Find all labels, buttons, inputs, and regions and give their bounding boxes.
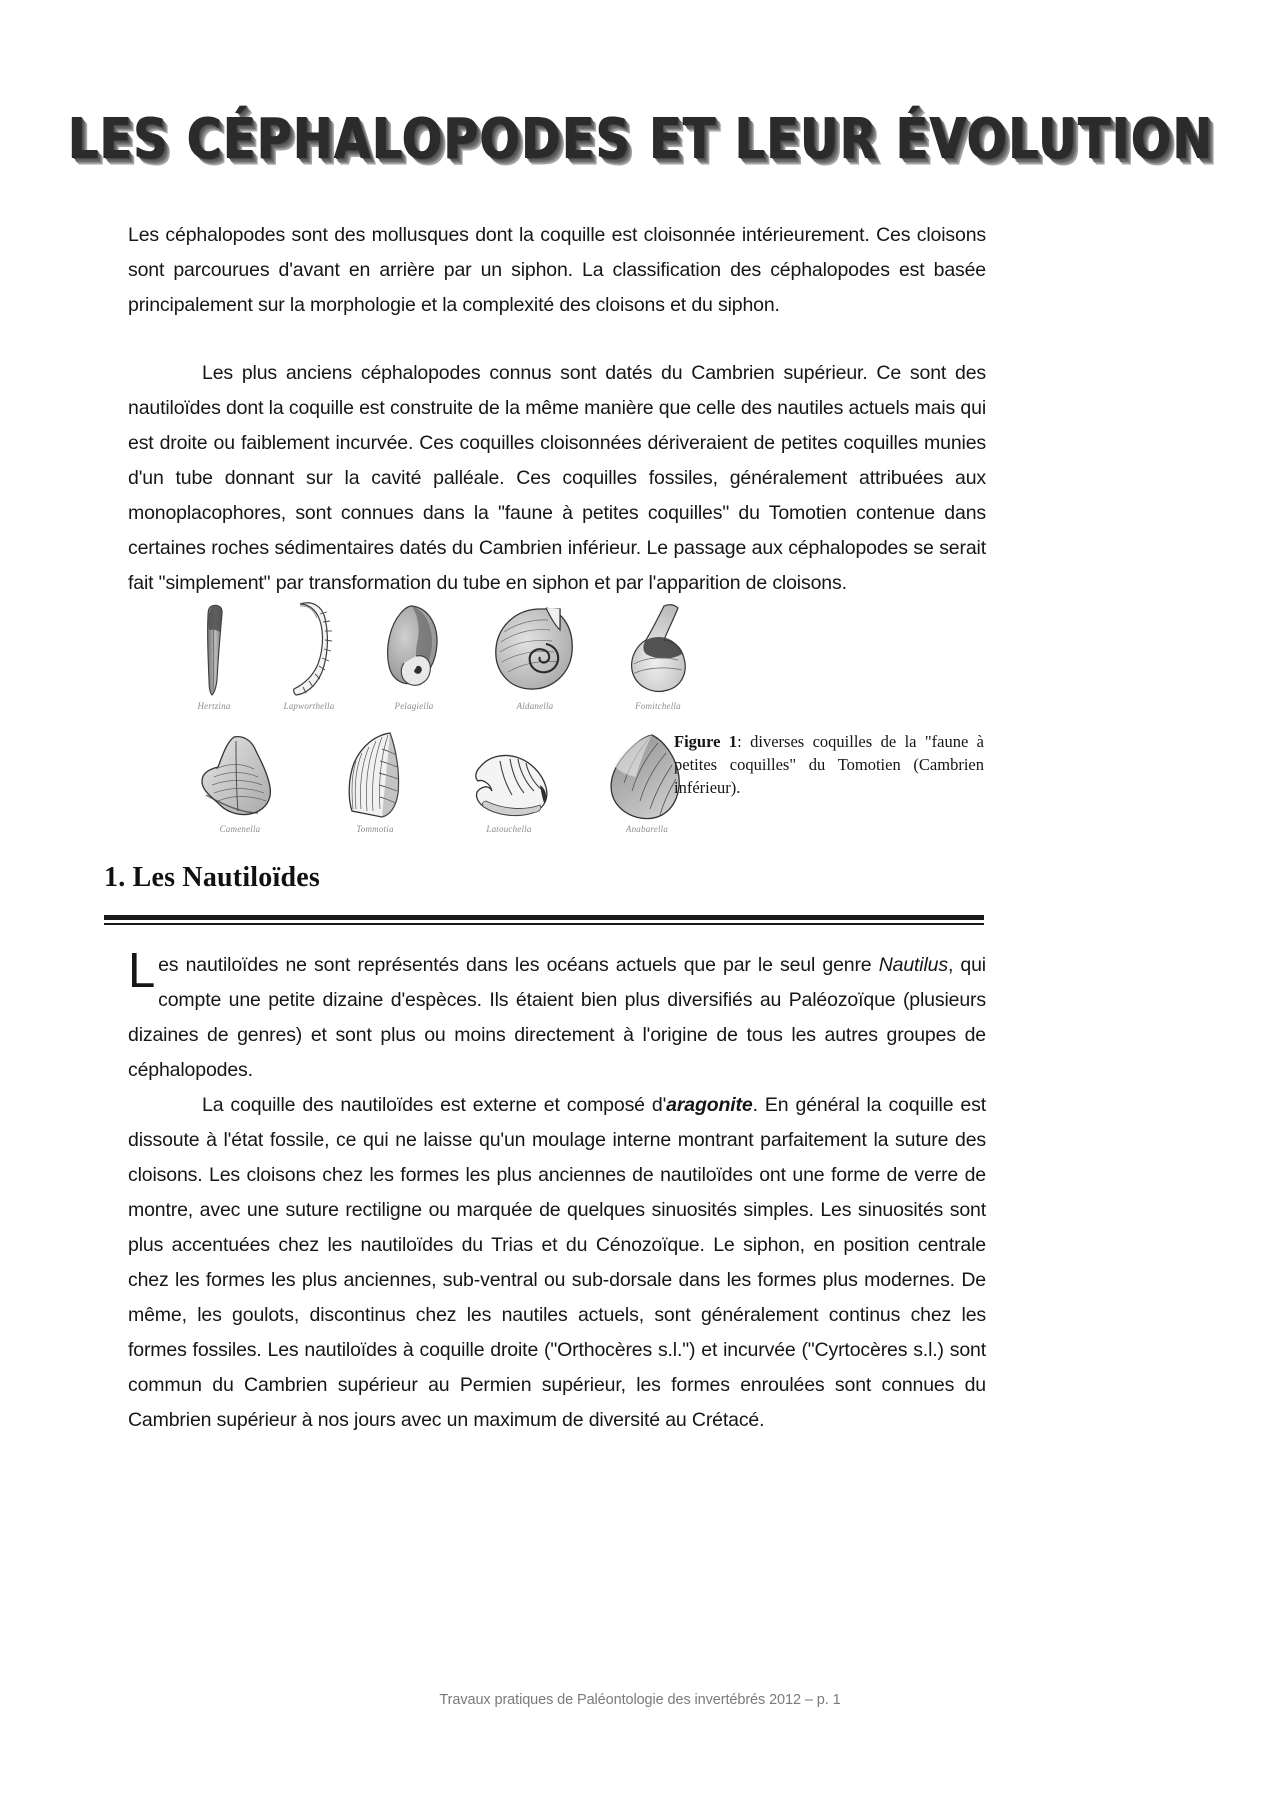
section-1-paragraph-1 xyxy=(128,944,986,1088)
figure-caption-separator: : xyxy=(737,732,742,751)
section-1-p2-part-a: La coquille des nautiloïdes est externe et composé d' xyxy=(202,1094,667,1116)
term-aragonite: aragonite xyxy=(666,1094,753,1116)
pelagiella-shell-icon xyxy=(382,602,446,698)
section-rule-thick xyxy=(104,915,984,920)
section-1-p2-part-b: . En général la coquille est dissoute à l'état fossile, ce qui ne laisse qu'un moulage interne montrant parfaitement la suture des cloisons. Les cloisons chez les formes les plus anciennes de nautiloïdes ont une forme de verre de montre, avec une suture rectiligne ou marquée de quelques sinuosités simples. Les sinuosités sont plus accentuées chez les nautiloïdes du Trias et du Cénozoïque. Le siphon, en position centrale chez les formes les plus anciennes, sub-ventral ou sub-dorsale dans les formes plus modernes. De même, les goulots, discontinus chez les nautiles actuels, sont généralement continus chez les formes fossiles. Les nautiloïdes à coquille droite ("Orthocères s.l.") et incurvée ("Cyrtocères s.l.) sont commun du Cambrien supérieur au Permien supérieur, les formes enroulées sont connues du Cambrien supérieur à nos jours avec un maximum de diversité au Crétacé. xyxy=(128,1094,986,1431)
section-1-p1-part-a: es nautiloïdes ne sont représentés dans les océans actuels que par le seul genre xyxy=(158,954,879,976)
lapworthella-shell-icon xyxy=(280,598,338,698)
section-rule-thin xyxy=(104,923,984,925)
genus-nautilus: Nautilus xyxy=(878,954,948,976)
section-1-p1-part-b: , qui compte une petite dizaine d'espèces. Ils étaient bien plus diversifiés au Paléozoïque (plusieurs dizaines de genres) et sont plus ou moins directement à l'origine de tous les autres groupes de céphalopodes. xyxy=(128,954,986,1081)
latouchella-shell-icon xyxy=(466,751,552,821)
fossil-label: Pelagiella xyxy=(394,701,434,711)
drop-cap: L xyxy=(128,944,156,998)
fossil-label: Hertzina xyxy=(197,701,231,711)
figure-1-caption xyxy=(674,730,984,799)
figure-1-row-2 xyxy=(192,729,692,834)
tommotia-shell-icon xyxy=(338,729,412,821)
page-footer: Travaux pratiques de Paléontologie des invertébrés 2012 – p. 1 xyxy=(439,1692,841,1708)
fossil-item-aldanella xyxy=(490,602,580,711)
section-1-text-block xyxy=(128,944,986,1438)
camenella-shell-icon xyxy=(196,733,284,821)
fossil-label: Lapworthella xyxy=(283,701,335,711)
intro-paragraph-2: Les plus anciens céphalopodes connus sont datés du Cambrien supérieur. Ce sont des nautiloïdes dont la coquille est construite de la même manière que celle des nautiles actuels mais qui est droite ou faiblement incurvée. Ces coquilles cloisonnées dériveraient de petites coquilles munies d'un tube donnant sur la cavité palléale. Ces coquilles fossiles, généralement attribuées aux monoplacophores, sont connues dans la "faune à petites coquilles" du Tomotien contenue dans certaines roches sédimentaires datés du Cambrien inférieur. Le passage aux céphalopodes se serait fait "simplement" par transformation du tube en siphon et par l'apparition de cloisons. xyxy=(128,362,986,594)
fossil-item-camenella xyxy=(196,733,284,834)
fossil-item-tommotia xyxy=(338,729,412,834)
fomitchella-shell-icon xyxy=(624,602,692,698)
figure-1-row-1 xyxy=(192,598,692,711)
fossil-item-hertzina xyxy=(192,602,236,711)
hertzina-shell-icon xyxy=(192,602,236,698)
fossil-label: Tommotia xyxy=(356,824,394,834)
fossil-item-latouchella xyxy=(466,751,552,834)
figure-number: Figure 1 xyxy=(674,732,738,751)
section-1-paragraph-2 xyxy=(128,1088,986,1438)
fossil-label: Latouchella xyxy=(486,824,532,834)
fossil-label: Fomitchella xyxy=(635,701,681,711)
figure-caption-text: diverses coquilles de la "faune à petites coquilles" du Tomotien (Cambrien inférieur). xyxy=(674,732,984,797)
fossil-item-lapworthella xyxy=(280,598,338,711)
aldanella-shell-icon xyxy=(490,602,580,698)
section-number: 1. xyxy=(104,862,126,893)
figure-1 xyxy=(128,598,1152,858)
fossil-item-pelagiella xyxy=(382,602,446,711)
intro-text-block xyxy=(128,218,986,601)
title-container xyxy=(0,106,1280,172)
figure-1-plate xyxy=(192,598,692,834)
fossil-label: Aldanella xyxy=(516,701,554,711)
fossil-label: Anabarella xyxy=(625,824,669,834)
fossil-label: Camenella xyxy=(219,824,261,834)
section-1-heading xyxy=(104,862,1104,894)
section-title: Les Nautiloïdes xyxy=(132,862,320,893)
page-title: LES CÉPHALOPODES ET LEUR ÉVOLUTION xyxy=(67,106,1213,172)
intro-paragraph-1: Les céphalopodes sont des mollusques dont la coquille est cloisonnée intérieurement. Ces cloisons sont parcourues d'avant en arrière par un siphon. La classification des céphalopodes est basée principalement sur la morphologie et la complexité des cloisons et du siphon. xyxy=(128,224,986,316)
fossil-item-fomitchella xyxy=(624,602,692,711)
